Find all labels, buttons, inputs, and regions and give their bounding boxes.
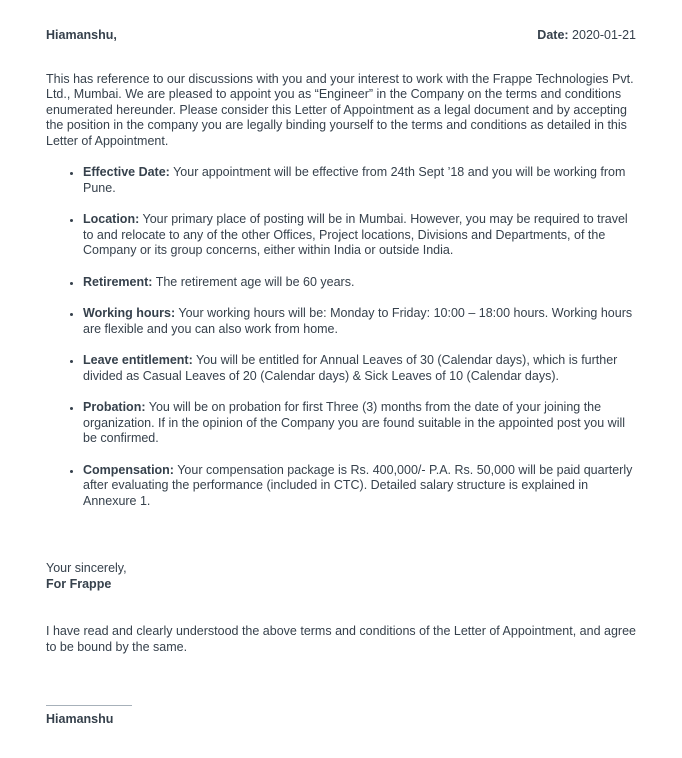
- term-item-effective-date: [82, 165, 636, 196]
- term-label: Retirement:: [83, 274, 153, 289]
- term-text: Your primary place of posting will be in Mumbai. However, you may be required to travel to and relocate to any of the other Offices, Project locations, Divisions and Departments, of the Company or its group concerns, either within India or outside India.: [83, 212, 628, 257]
- recipient-salutation: Hiamanshu,: [46, 28, 117, 42]
- term-label: Compensation:: [83, 462, 174, 477]
- term-label: Effective Date:: [83, 165, 170, 179]
- term-item-retirement: [82, 275, 636, 291]
- term-text: Your working hours will be: Monday to Friday: 10:00 – 18:00 hours. Working hours are flexible and you can also work from home.: [83, 306, 633, 336]
- letter-header: [46, 28, 636, 44]
- term-item-working-hours: [82, 306, 636, 337]
- date-label: Date:: [537, 28, 569, 42]
- term-text: Your compensation package is Rs. 400,000/- P.A. Rs. 50,000 will be paid quarterly after evaluating the performance (included in CTC). Detailed salary structure is explained in Annexure 1.: [83, 462, 633, 508]
- closing-block: [46, 561, 636, 592]
- term-item-location: [82, 212, 636, 259]
- terms-list: [46, 165, 636, 509]
- term-label: Working hours:: [83, 306, 176, 320]
- term-item-probation: [82, 400, 636, 447]
- term-label: Location:: [83, 212, 140, 226]
- term-item-leave-entitlement: [82, 353, 636, 384]
- term-text: You will be entitled for Annual Leaves of 30 (Calendar days), which is further divided as Casual Leaves of 20 (Calendar days) & Sick Leaves of 10 (Calendar days).: [83, 353, 618, 383]
- term-label: Leave entitlement:: [83, 353, 193, 367]
- employee-signature-block: [46, 705, 636, 728]
- employee-signature-name: Hiamanshu: [46, 712, 114, 726]
- signatory-name: For Frappe: [46, 576, 112, 591]
- term-text: You will be on probation for first Three (3) months from the date of your joining the organization. If in the opinion of the Company you are found suitable in the appointed post you will be confirmed.: [83, 400, 626, 445]
- intro-paragraph: This has reference to our discussions with you and your interest to work with the Frappe Technologies Pvt. Ltd., Mumbai. We are pleased to appoint you as “Engineer” in the Company on the terms and conditions enumerated hereunder. Please consider this Letter of Appointment as a legal document and by accepting the position in the company you are legally binding yourself to the terms and conditions as detailed in this Letter of Appointment.: [46, 71, 634, 148]
- term-text: Your appointment will be effective from 24th Sept ’18 and you will be working from Pune.: [83, 165, 626, 195]
- closing-line: Your sincerely,: [46, 561, 127, 575]
- term-label: Probation:: [83, 400, 146, 414]
- term-item-compensation: [82, 463, 636, 510]
- term-text: The retirement age will be 60 years.: [155, 274, 355, 289]
- letter-date: [537, 28, 636, 44]
- acknowledgement-paragraph: I have read and clearly understood the above terms and conditions of the Letter of Appointment, and agree to be bound by the same.: [46, 624, 636, 654]
- date-value: 2020-01-21: [572, 28, 636, 42]
